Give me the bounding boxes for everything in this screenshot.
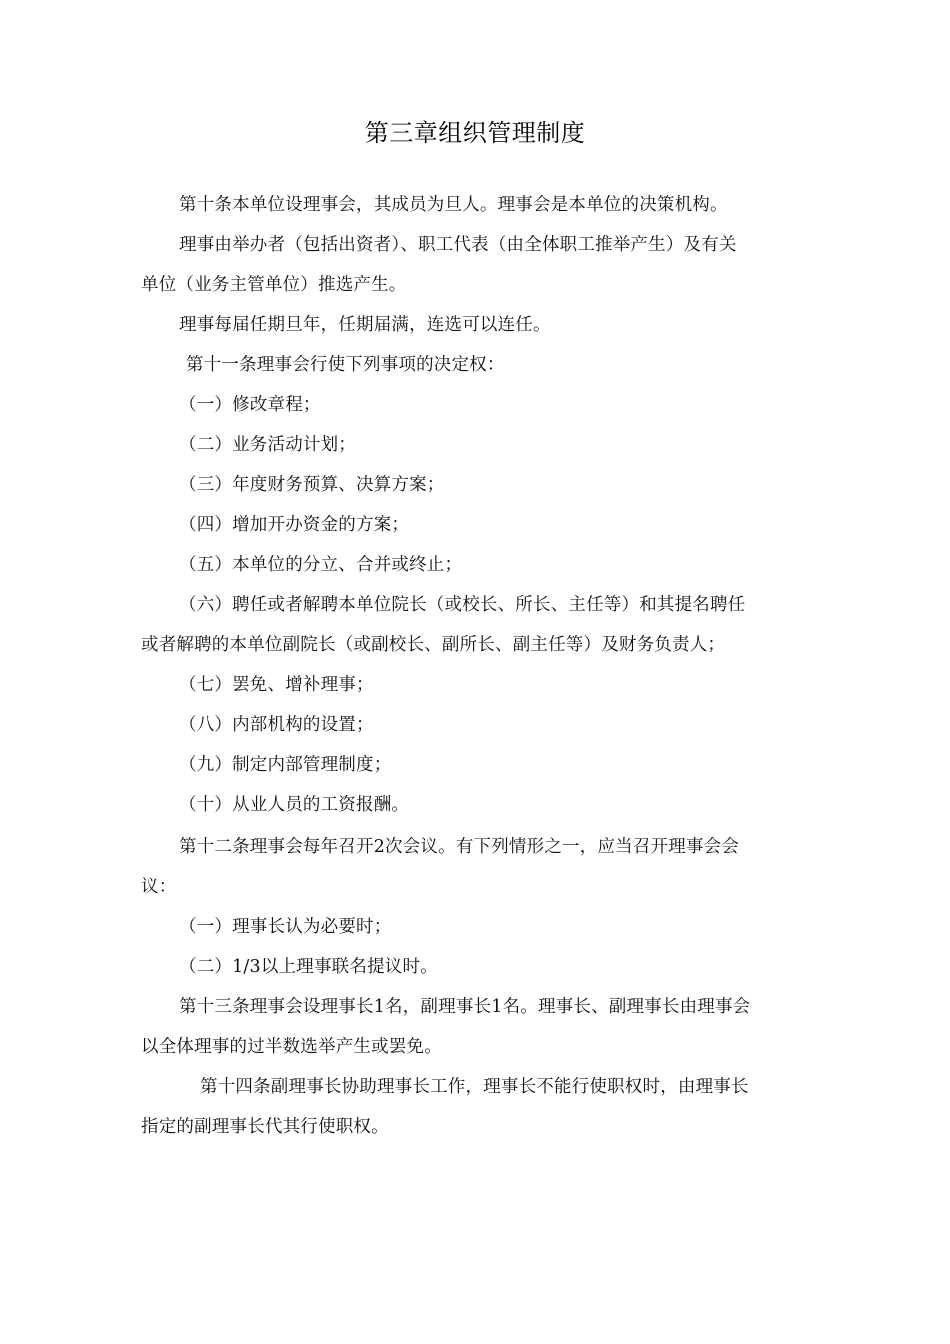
list-item: （二）1/3以上理事联名提议时。 [179,957,438,977]
list-item: （六）聘任或者解聘本单位院长（或校长、所长、主任等）和其提名聘任 [179,595,746,615]
paragraph-line: 以全体理事的过半数选举产生或罢免。 [141,1037,442,1057]
paragraph-line: 第十一条理事会行使下列事项的决定权： [186,355,505,375]
list-item: （五）本单位的分立、合并或终止； [179,555,463,575]
paragraph-line: 第十三条理事会设理事长1名，副理事长1名。理事长、副理事长由理事会 [179,997,751,1017]
chapter-title: 第三章组织管理制度 [364,119,586,147]
paragraph-line: 单位（业务主管单位）推选产生。 [141,275,407,295]
list-item: （二）业务活动计划； [179,435,356,455]
list-item: （一）理事长认为必要时； [179,917,392,937]
paragraph-line: 议： [141,877,177,897]
list-item: （一）修改章程； [179,395,321,415]
list-item: （三）年度财务预算、决算方案； [179,475,445,495]
list-item: （十）从业人员的工资报酬。 [179,795,410,815]
list-item: （八）内部机构的设置； [179,715,374,735]
list-item: （七）罢免、增补理事； [179,675,374,695]
list-item-continuation: 或者解聘的本单位副院长（或副校长、副所长、副主任等）及财务负责人； [141,635,726,655]
paragraph-line: 第十条本单位设理事会，其成员为旦人。理事会是本单位的决策机构。 [179,195,728,215]
paragraph-line: 第十二条理事会每年召开2次会议。有下列情形之一，应当召开理事会会 [179,837,740,857]
list-item: （九）制定内部管理制度； [179,755,392,775]
paragraph-line: 指定的副理事长代其行使职权。 [141,1117,389,1137]
paragraph-line: 理事由举办者（包括出资者）、职工代表（由全体职工推举产生）及有关 [179,235,737,255]
paragraph-line: 理事每届任期旦年，任期届满，连选可以连任。 [179,315,551,335]
list-item: （四）增加开办资金的方案； [179,515,410,535]
paragraph-line: 第十四条副理事长协助理事长工作，理事长不能行使职权时，由理事长 [200,1077,749,1097]
